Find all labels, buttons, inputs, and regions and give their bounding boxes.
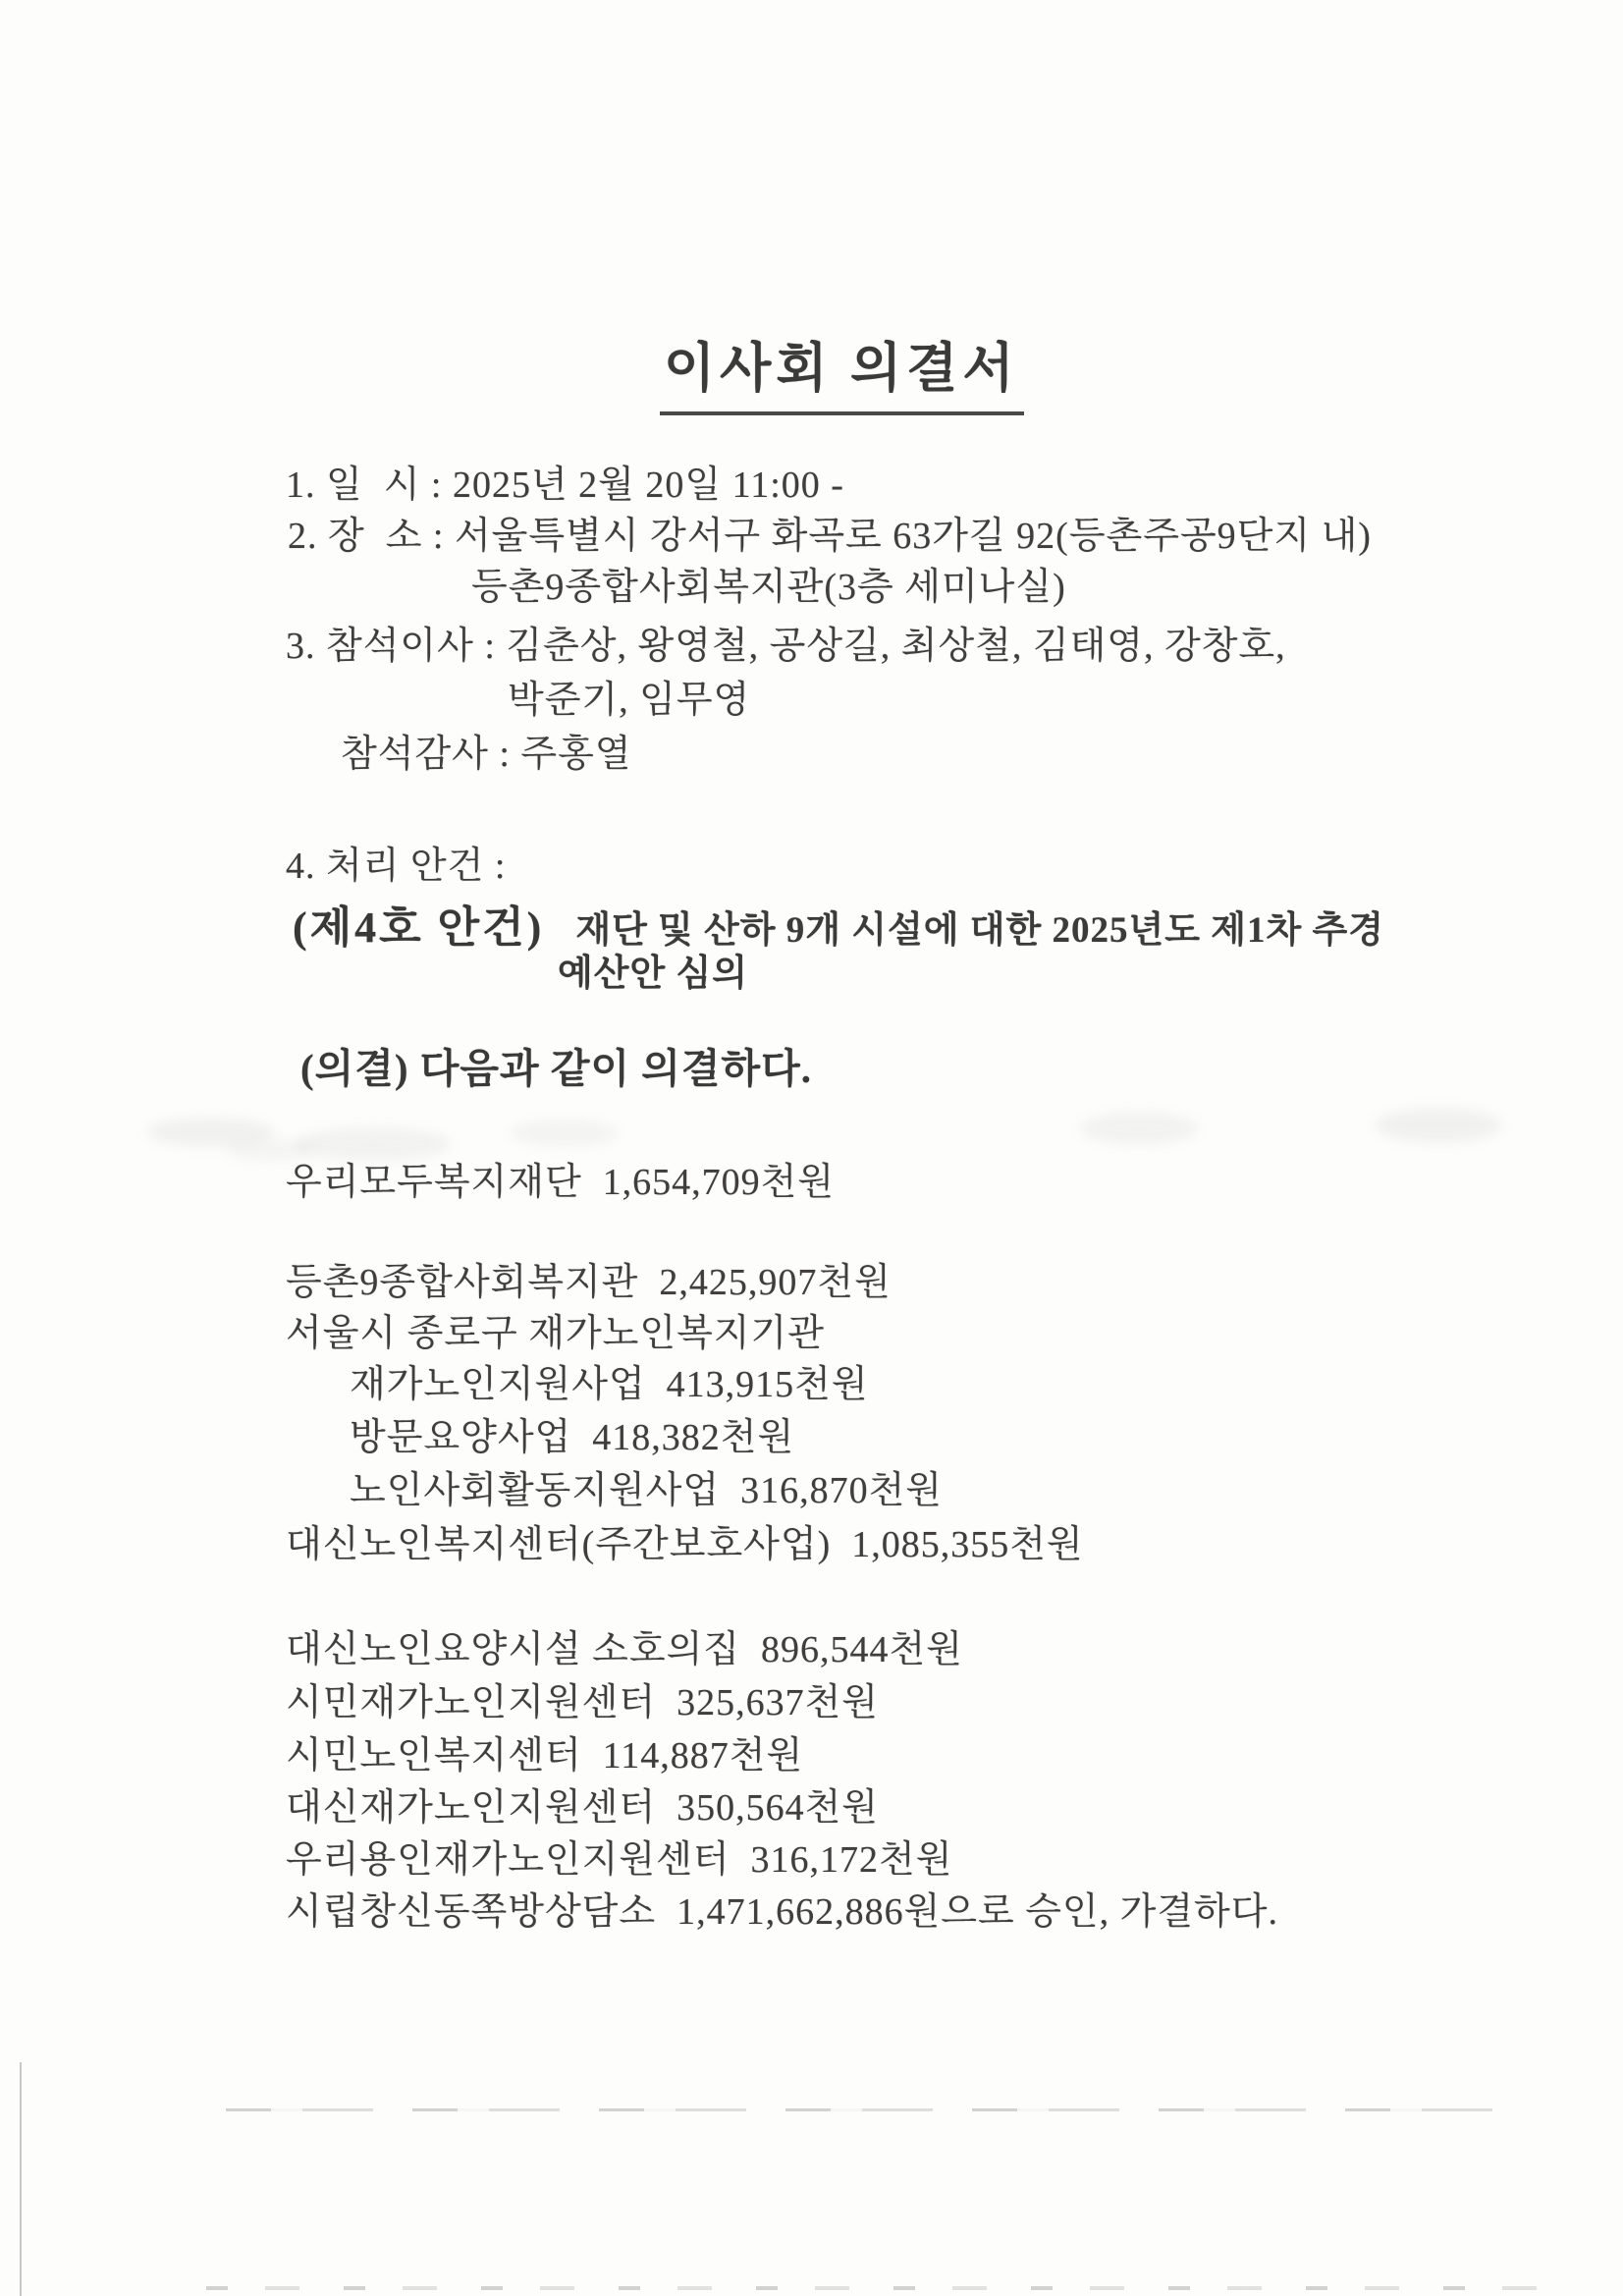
line-attending-directors-continuation: 박준기, 임무영	[508, 680, 751, 721]
scan-artifact-horizontal-line	[226, 2108, 1512, 2111]
line-budget-daesin-nursing: 대신노인요양시설 소호의집 896,544천원	[286, 1629, 963, 1670]
scan-smudge	[511, 1120, 619, 1147]
scan-smudge	[295, 1127, 452, 1161]
line-meeting-venue-continuation: 등촌9종합사회복지관(3층 세미나실)	[471, 567, 1066, 608]
line-agenda-title-continuation: 예산안 심의	[558, 954, 748, 994]
scan-smudge	[1375, 1108, 1502, 1143]
line-agenda-item-4	[293, 892, 1384, 955]
line-budget-deungchon-center: 등촌9종합사회복지관 2,425,907천원	[286, 1262, 892, 1303]
line-budget-yongin-home-support: 우리용인재가노인지원센터 316,172천원	[286, 1839, 953, 1881]
line-budget-senior-activity: 노인사회활동지원사업 316,870천원	[350, 1470, 943, 1511]
line-budget-home-support: 재가노인지원사업 413,915천원	[350, 1364, 869, 1405]
line-jongno-organization: 서울시 종로구 재가노인복지기관	[286, 1313, 825, 1354]
line-budget-daesin-home-support: 대신재가노인지원센터 350,564천원	[286, 1787, 879, 1829]
line-budget-simin-home-support: 시민재가노인지원센터 325,637천원	[286, 1682, 879, 1723]
line-resolution-statement: (의결) 다음과 같이 의결하다.	[300, 1046, 812, 1091]
line-budget-simin-welfare: 시민노인복지센터 114,887천원	[286, 1735, 804, 1777]
scan-artifact-vertical-line	[20, 2062, 22, 2296]
scan-smudge	[226, 1139, 314, 1161]
line-agenda-header: 4. 처리 안건 :	[286, 846, 507, 887]
line-budget-counseling-approval: 시립창신동쪽방상담소 1,471,662,886원으로 승인, 가결하다.	[286, 1891, 1278, 1933]
agenda-item-number: (제4호 안건)	[293, 903, 545, 952]
line-meeting-date: 1. 일 시 : 2025년 2월 20일 11:00 -	[286, 465, 844, 506]
agenda-item-title: 재단 및 산하 9개 시설에 대한 2025년도 제1차 추경	[575, 910, 1384, 951]
line-attending-directors: 3. 참석이사 : 김춘상, 왕영철, 공상길, 최상철, 김태영, 강창호,	[286, 626, 1286, 667]
scan-smudge	[1080, 1112, 1198, 1145]
line-attending-auditor: 참석감사 : 주홍열	[341, 734, 632, 775]
line-budget-visiting-care: 방문요양사업 418,382천원	[350, 1417, 795, 1458]
document-title: 이사회 의결서	[660, 326, 1024, 415]
line-budget-foundation: 우리모두복지재단 1,654,709천원	[286, 1162, 836, 1203]
line-budget-daesin-daycare: 대신노인복지센터(주간보호사업) 1,085,355천원	[286, 1524, 1084, 1565]
scan-artifact-bottom-dots	[206, 2286, 1542, 2290]
line-meeting-venue: 2. 장 소 : 서울특별시 강서구 화곡로 63가길 92(등촌주공9단지 내)	[288, 516, 1372, 557]
